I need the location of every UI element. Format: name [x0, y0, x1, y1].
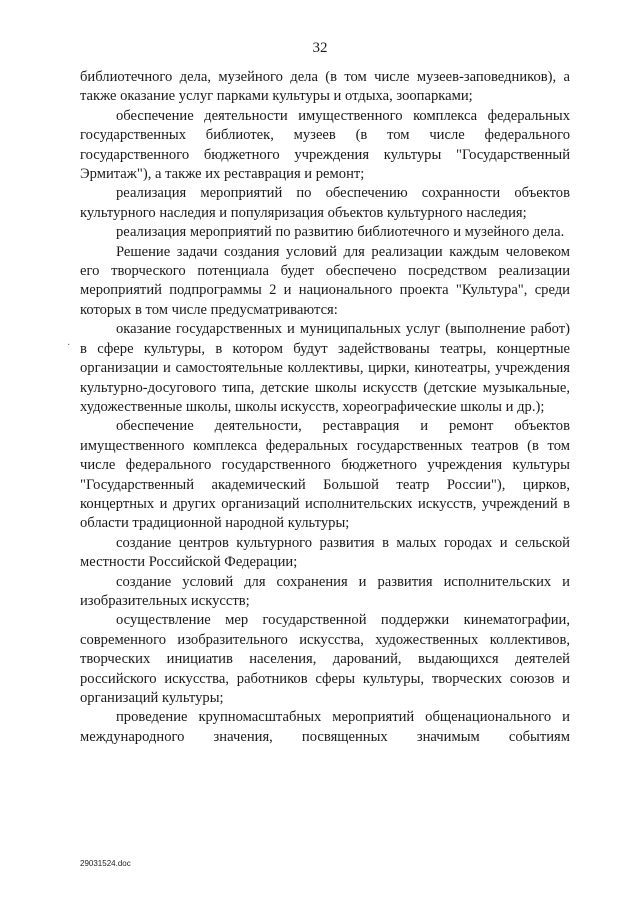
paragraph: Решение задачи создания условий для реализации каждым человеком его творческого потенциала будет обеспечено посредством реализации мероприятий подпрограммы 2 и национального проекта "Культура", среди которых в том числе предусматриваются: [80, 243, 570, 318]
paragraph: создание условий для сохранения и развития исполнительских и изобразительных искусств; [80, 573, 570, 609]
margin-mark: · [67, 340, 71, 351]
paragraph: реализация мероприятий по обеспечению сохранности объектов культурного наследия и популяризация объектов культурного наследия; [80, 185, 570, 221]
paragraph: проведение крупномасштабных мероприятий общенационального и международного значения, посвященных значимым событиям [80, 709, 570, 745]
paragraph: создание центров культурного развития в малых городах и сельской местности Российской Федерации; [80, 534, 570, 571]
page-number: 32 [312, 40, 328, 56]
paragraph: обеспечение деятельности имущественного комплекса федеральных государственных библиотек, музеев (в том числе федерального государственного бюджетного учреждения культуры "Государственный Эрмитаж"), а также их реставрация и ремонт; [80, 107, 570, 183]
paragraph: оказание государственных и муниципальных услуг (выполнение работ) в сфере культуры, в котором будут задействованы театры, концертные организации и самостоятельные коллективы, цирки, кинотеатры, учреждения культурно-досугового типа, детские школы искусств (детские музыкальные, художественные школы, школы искусств, хореографические школы и др.); [80, 321, 570, 415]
paragraph: осуществление мер государственной поддержки кинематографии, современного изобразительного искусства, художественных коллективов, творческих инициатив населения, дарований, выдающихся деятелей российского искусства, работников сферы культуры, творческих союзов и организаций культуры; [80, 612, 570, 706]
paragraph: обеспечение деятельности, реставрация и ремонт объектов имущественного комплекса федеральных государственных театров (в том числе федерального государственного бюджетного учреждения культуры "Государственный академический Большой театр России"), цирков, концертных и других организаций исполнительских искусств, учреждений в области традиционной народной культуры; [80, 418, 570, 532]
document-body [80, 68, 570, 747]
paragraph: библиотечного дела, музейного дела (в том числе музеев-заповедников), а также оказание услуг парками культуры и отдыха, зоопарками; [80, 69, 570, 105]
footer-doc-id: 29031524.doc [80, 859, 131, 868]
paragraph: реализация мероприятий по развитию библиотечного и музейного дела. [116, 224, 565, 241]
